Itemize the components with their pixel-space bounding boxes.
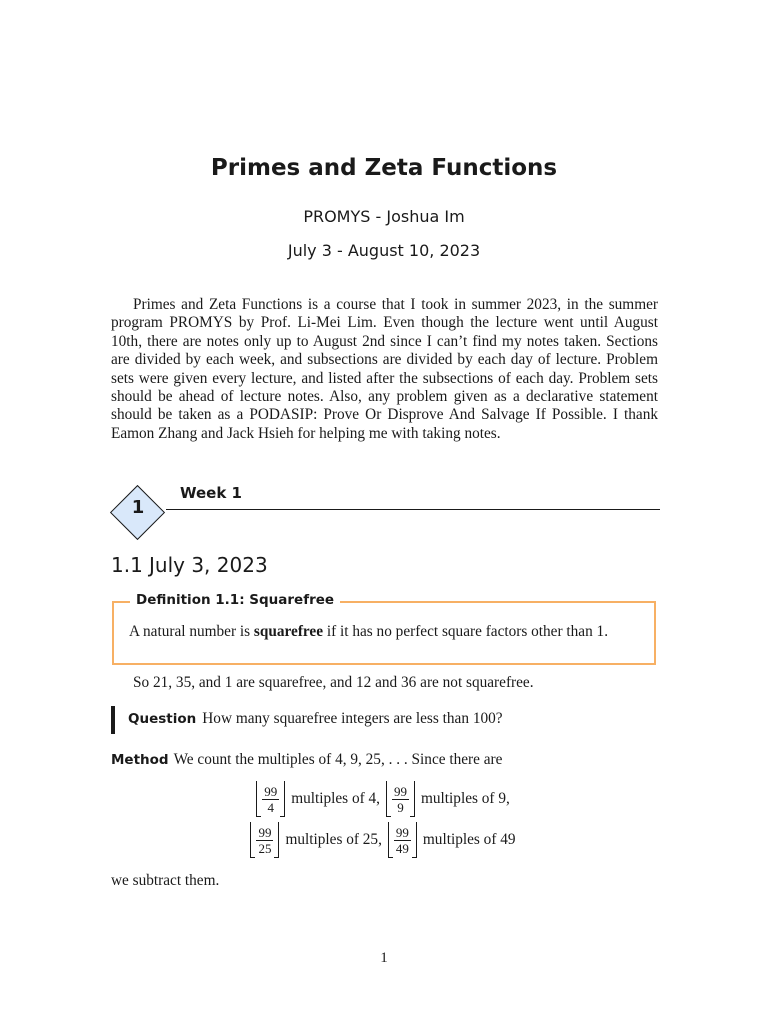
question-block [128,710,503,728]
math-text: multiples of 9, [421,790,510,807]
math-line-2 [0,822,768,858]
fraction-denominator: 25 [258,840,272,856]
floor-expression [256,781,285,817]
question-label: Question [128,711,197,727]
date-line: July 3 - August 10, 2023 [287,241,481,260]
floor-expression [386,781,415,817]
question-text: How many squarefree integers are less than 100? [202,710,503,727]
closing-paragraph: we subtract them. [111,872,220,889]
method-block [111,751,502,769]
author-line: PROMYS - Joshua Im [303,207,465,226]
section-heading [111,553,268,577]
definition-body [129,623,641,641]
fraction-numerator: 99 [394,783,407,799]
method-text: We count the multiples of 4, 9, 25, . . . Since there are [173,751,503,768]
question-bar [111,706,115,734]
week-number: 1 [131,497,145,518]
definition-box [112,592,656,665]
fraction-numerator: 99 [395,824,409,840]
math-text: multiples of 25, [285,831,382,848]
fraction-denominator: 4 [267,799,274,815]
method-label: Method [111,752,169,768]
floor-expression [250,822,279,858]
fraction-denominator: 49 [395,840,409,856]
math-line-1 [0,781,768,817]
document-title: Primes and Zeta Functions [210,155,558,181]
fraction-numerator: 99 [264,783,278,799]
math-text: multiples of 4, [291,790,380,807]
definition-text-end: if it has no perfect square factors other than 1. [323,623,609,640]
week-heading [108,482,660,542]
week-rule [166,509,660,510]
definition-term: squarefree [253,623,324,640]
section-number: 1.1 [111,553,143,577]
fraction-numerator: 99 [258,824,272,840]
floor-expression [388,822,417,858]
page-number: 1 [380,950,388,966]
definition-title: Definition 1.1: Squarefree [130,592,340,608]
section-title: July 3, 2023 [149,553,268,577]
definition-text-start: A natural number is [129,623,254,640]
abstract-paragraph: Primes and Zeta Functions is a course that I took in summer 2023, in the summer program PROMYS by Prof. Li-Mei Lim. Even though the lecture went until August 10th, there are notes only up to August 2nd since I can’t find my notes taken. Sections are divided by each week, and subsections are divided by each day of lecture. Problem sets were given every lecture, and listed after the subsections of each day. Problem sets should be ahead of lecture notes. Also, any problem given as a declarative statement should be taken as a PODASIP: Prove Or Disprove And Salvage If Possible. I thank Eamon Zhang and Jack Hsieh for helping me with taking notes. [111,296,658,442]
example-paragraph: So 21, 35, and 1 are squarefree, and 12 and 36 are not squarefree. [133,674,534,691]
week-label: Week 1 [180,484,242,502]
math-text: multiples of 49 [422,831,516,848]
fraction-denominator: 9 [397,799,404,815]
